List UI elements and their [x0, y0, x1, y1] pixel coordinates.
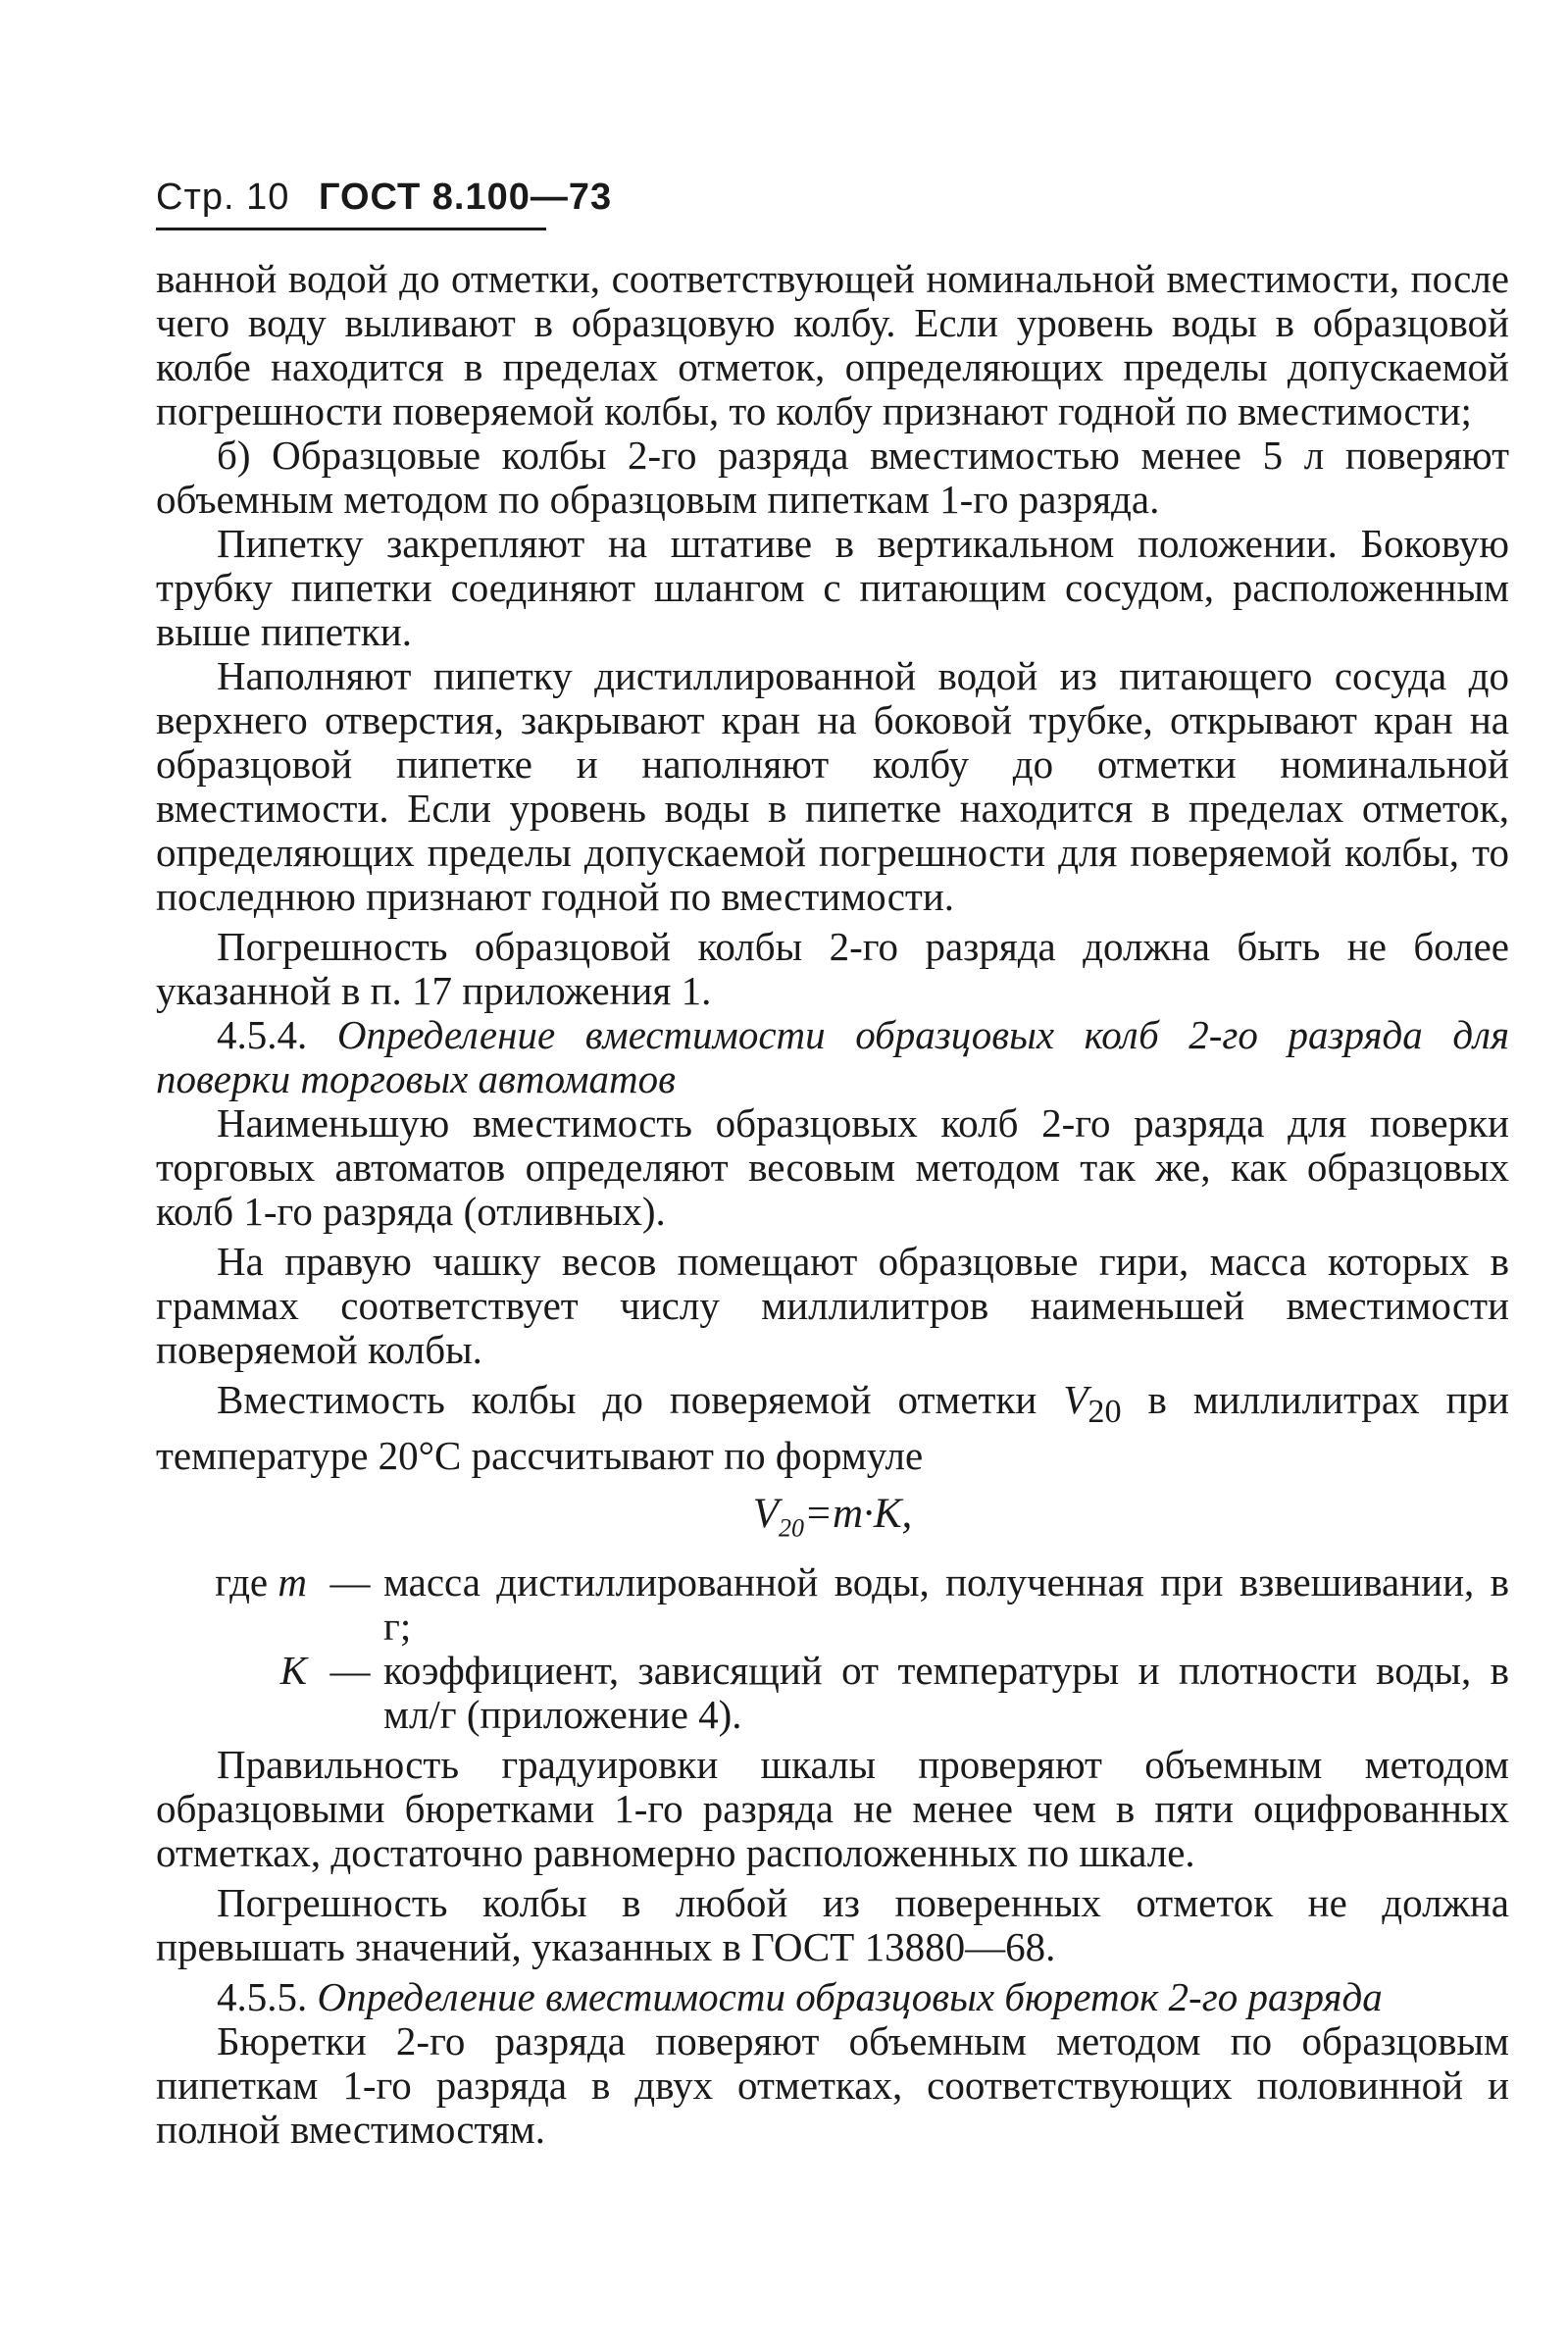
legend-dash: —: [329, 1647, 371, 1693]
legend-symbol: [156, 1560, 317, 1649]
section-number: 4.5.4.: [217, 1012, 308, 1057]
page-header: [156, 177, 612, 219]
paragraph: Погрешность колбы в любой из поверенных отметок не должна превышать значений, указанных в ГОСТ 13880—68.: [156, 1879, 1509, 1969]
paragraph-text: Вместимость колбы до поверяемой отметки: [217, 1377, 1064, 1422]
paragraph: Наименьшую вместимость образцовых колб 2-го разряда для поверки торговых автоматов определяют весовым методом так же, как образцовых колб 1-го разряда (отливных).: [156, 1100, 1509, 1234]
paragraph: Правильность градуировки шкалы проверяют объемным методом образцовыми бюретками 1-го разряда не менее чем в пяти оцифрованных отметках, достаточно равномерно расположенных по шкале.: [156, 1741, 1509, 1875]
paragraph: Бюретки 2-го разряда поверяют объемным методом по образцовым пипеткам 1-го разряда в двух отметках, соответствующих половинной и полной вместимостям.: [156, 2017, 1509, 2152]
paragraph: На правую чашку весов помещают образцовые гири, масса которых в граммах соответствует числу миллилитров наименьшей вместимости поверяемой колбы.: [156, 1239, 1509, 1372]
document-id: ГОСТ 8.100—73: [318, 177, 613, 218]
paragraph-text: в миллилитрах при температуре 20°C рассчитывают по формуле: [156, 1377, 1509, 1479]
formula: [156, 1492, 1509, 1551]
section-heading: [156, 1975, 1509, 2019]
section-title: Определение вместимости образцовых колб 2-го разряда для поверки торговых автоматов: [156, 1012, 1510, 1101]
paragraph: [156, 1378, 1509, 1478]
section-number: 4.5.5.: [217, 1973, 308, 2019]
header-rule: [156, 228, 546, 230]
symbol-m: m: [278, 1558, 307, 1604]
paragraph: Погрешность образцовой колбы 2-го разряда должна быть не более указанной в п. 17 приложения 1.: [156, 924, 1509, 1013]
formula-lhs: V: [752, 1491, 779, 1538]
page-number: Стр. 10: [156, 177, 290, 218]
formula-legend: [156, 1560, 1509, 1737]
legend-dash: —: [329, 1558, 371, 1604]
paragraph: б) Образцовые колбы 2-го разряда вместимостью менее 5 л поверяют объемным методом по образцовым пипеткам 1-го разряда.: [156, 433, 1509, 522]
formula-subscript: 20: [779, 1513, 804, 1543]
paragraph: ванной водой до отметки, соответствующей номинальной вместимости, после чего воду выливают в образцовую колбу. Если уровень воды в образцовой колбе находится в пределах отметок, определяющих пределы допускаемой погрешности поверяемой колбы, то колбу признают годной по вместимости;: [156, 256, 1509, 433]
section-heading: [156, 1013, 1509, 1101]
variable-subscript: 20: [1087, 1394, 1122, 1431]
document-body: [156, 257, 1509, 2152]
paragraph: Наполняют пипетку дистиллированной водой из питающего сосуда до верхнего отверстия, закрывают кран на боковой трубке, открывают кран на образцовой пипетке и наполняют колбу до отметки номинальной вместимости. Если уровень воды в пипетке находится в пределах отметок, определяющих пределы допускаемой погрешности для поверяемой колбы, то последнюю признают годной по вместимости.: [156, 653, 1509, 919]
legend-symbol: K: [279, 1647, 307, 1693]
variable-symbol: V: [1063, 1377, 1088, 1422]
paragraph: Пипетку закрепляют на штативе в вертикальном положении. Боковую трубку пипетки соединяют шлангом с питающим сосудом, расположенным выше пипетки.: [156, 521, 1509, 654]
section-title: Определение вместимости образцовых бюреток 2-го разряда: [317, 1973, 1383, 2019]
legend-text: коэффициент, зависящий от температуры и плотности воды, в мл/г (приложение 4).: [383, 1647, 1509, 1737]
formula-rhs: =m·K,: [804, 1491, 913, 1538]
where-word: где: [215, 1558, 269, 1604]
legend-text: масса дистиллированной воды, полученная при взвешивании, в г;: [383, 1558, 1509, 1649]
